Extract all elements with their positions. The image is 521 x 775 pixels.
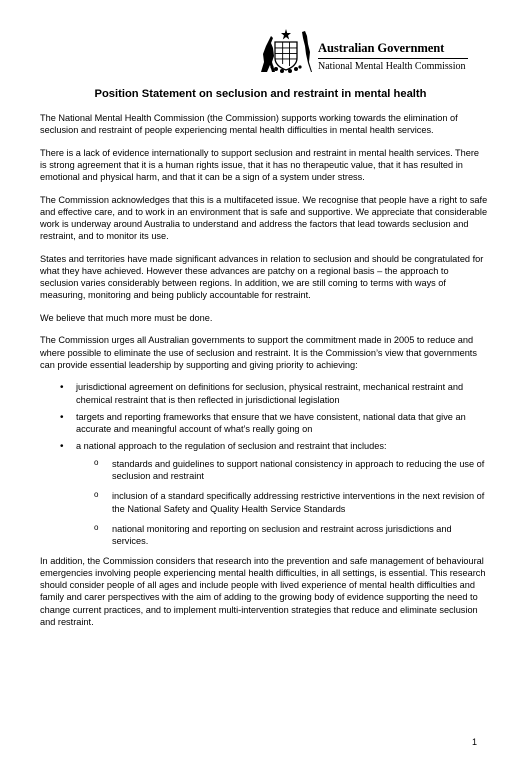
paragraph: There is a lack of evidence internationally to support seclusion and restraint in mental health services. There is strong agreement that it is a human rights issue, that it has no therapeutic value, that it has resulted in emotional and physical harm, and that it can be a sign of a system under stress. <box>40 147 480 183</box>
list-item <box>40 411 488 435</box>
sub-list-item <box>80 523 488 547</box>
paragraph: The National Mental Health Commission (the Commission) supports working towards the elimination of seclusion and restraint of people experiencing mental health difficulties in mental health services. <box>40 113 458 136</box>
sub-bullet-icon: o <box>94 522 99 532</box>
sub-list-item <box>80 458 488 482</box>
closing-paragraph: In addition, the Commission considers that research into the prevention and safe management of behavioural emergencies involving people experiencing mental health difficulties, in all settings, is essential. This research should consider people of all ages and include people with lived experience of mental health difficulties and family and carer perspectives with the aim of adding to the growing body of evidence supporting the need to change current practices, and to implement multi-intervention strategies that reduce and eliminate seclusion and restraint. <box>40 555 486 627</box>
list-item <box>40 381 488 405</box>
government-name: Australian Government <box>318 41 445 55</box>
header-divider <box>318 58 468 59</box>
sub-list-item-text: standards and guidelines to support national consistency in approach to reducing the use of seclusion and restraint <box>112 459 485 482</box>
paragraph: The Commission urges all Australian governments to support the commitment made in 2005 to reduce and where possible to eliminate the use of seclusion and restraint. It is the Commission’s view that governments can provide essential leadership by supporting and giving priority to achieving: <box>40 335 477 370</box>
document-body <box>40 112 488 638</box>
bullet-icon: • <box>60 411 64 423</box>
sub-bullet-icon: o <box>94 458 99 468</box>
sub-list-item-text: inclusion of a standard specifically addressing restrictive interventions in the next revision of the National Safety and Quality Health Service Standards <box>112 491 485 514</box>
list-item <box>40 440 488 547</box>
page-number: 1 <box>472 737 478 747</box>
document-header <box>258 28 478 76</box>
paragraph: The Commission acknowledges that this is a multifaceted issue. We recognise that people have a right to safe and effective care, and to work in an environment that is safe and supportive. We appreciate that considerable work is underway around Australia to understand and address the factors that lead towards seclusion and restraint, and to monitor its use. <box>40 194 488 242</box>
sub-bullet-icon: o <box>94 490 99 500</box>
sub-list-item <box>80 490 488 514</box>
bullet-icon: • <box>60 382 64 394</box>
commission-name: National Mental Health Commission <box>318 61 466 72</box>
list-item-text: a national approach to the regulation of seclusion and restraint that includes: <box>76 440 387 451</box>
paragraph: We believe that much more must be done. <box>40 312 213 323</box>
paragraph: States and territories have made significant advances in relation to seclusion and should be congratulated for what they have achieved. However these advances are patchy on a regional basis – the approach to seclusion varies considerably between regions. In addition, we are still coming to terms with ways of measuring, monitoring and being publicly accountable for restraint. <box>40 253 484 301</box>
sub-list-item-text: national monitoring and reporting on seclusion and restraint across jurisdictions and services. <box>112 523 452 546</box>
document-title: Position Statement on seclusion and restraint in mental health <box>94 88 427 100</box>
priority-list <box>40 381 488 547</box>
list-item-text: targets and reporting frameworks that ensure that we have consistent, national data that give an accurate and meaningful account of what’s really going on <box>76 411 466 434</box>
list-item-text: jurisdictional agreement on definitions for seclusion, physical restraint, mechanical restraint and chemical restraint that is then reflected in jurisdictional legislation <box>76 382 464 405</box>
sub-list <box>76 458 488 547</box>
coat-of-arms-icon <box>258 28 314 74</box>
bullet-icon: • <box>60 440 64 452</box>
